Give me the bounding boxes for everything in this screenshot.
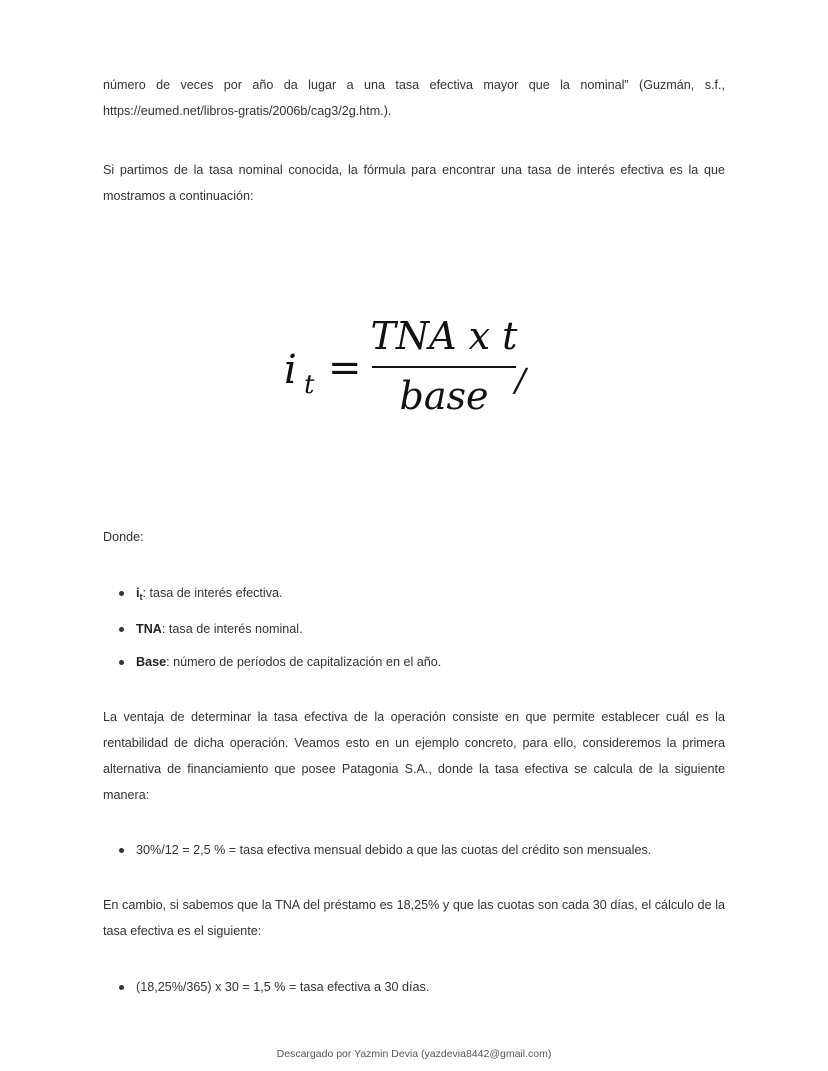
bullet-icon (119, 848, 124, 853)
example-text: (18,25%/365) x 30 = 1,5 % = tasa efectiva a 30 días. (136, 980, 430, 994)
definition-text: : tasa de interés nominal. (161, 622, 303, 636)
formula-numerator: TNA x t (370, 314, 518, 358)
bullet-icon (119, 591, 124, 596)
example-text: 30%/12 = 2,5 % = tasa efectiva mensual debido a que las cuotas del crédito son mensuales. (136, 843, 652, 857)
download-footer: Descargado por Yazmin Devia (yazdevia8442@gmail.com) (276, 1048, 552, 1060)
paragraph-tna-case: En cambio, si sabemos que la TNA del préstamo es 18,25% y que las cuotas son cada 30 días, el cálculo de la tasa efectiva es el siguiente: (103, 898, 725, 938)
paragraph-advantage: La ventaja de determinar la tasa efectiva de la operación consiste en que permite establecer cuál es la rentabilidad de dicha operación. Veamos esto en un ejemplo concreto, para ello, consideremos la primera alternativa de financiamiento que posee Patagonia S.A., donde la tasa efectiva se calcula de la siguiente manera: (103, 710, 725, 802)
bullet-icon (119, 660, 124, 665)
formula-lhs-sub: t (304, 370, 315, 400)
formula-equals: = (328, 345, 362, 391)
paragraph-quote-end: número de veces por año da lugar a una tasa efectiva mayor que la nominal” (Guzmán, s.f., https://eumed.net/libros-gratis/2006b/cag3/2g.htm.). (103, 78, 725, 118)
definition-term: TNA (136, 622, 162, 636)
definition-term: i (136, 586, 140, 600)
bullet-icon (119, 985, 124, 990)
formula-denominator: base (399, 374, 489, 418)
effective-rate-formula (270, 305, 570, 425)
formula-lhs-var: i (284, 347, 297, 393)
definition-text: : número de períodos de capitalización en el año. (166, 655, 442, 669)
paragraph-formula-intro: Si partimos de la tasa nominal conocida, la fórmula para encontrar una tasa de interés efectiva es la que mostramos a continuación: (103, 163, 725, 203)
bullet-icon (119, 627, 124, 632)
definition-text: : tasa de interés efectiva. (142, 586, 283, 600)
definition-term: Base (136, 655, 167, 669)
formula-trailing-mark: / (515, 361, 526, 399)
definition-term-sub: t (139, 592, 143, 602)
donde-label: Donde: (103, 530, 144, 544)
